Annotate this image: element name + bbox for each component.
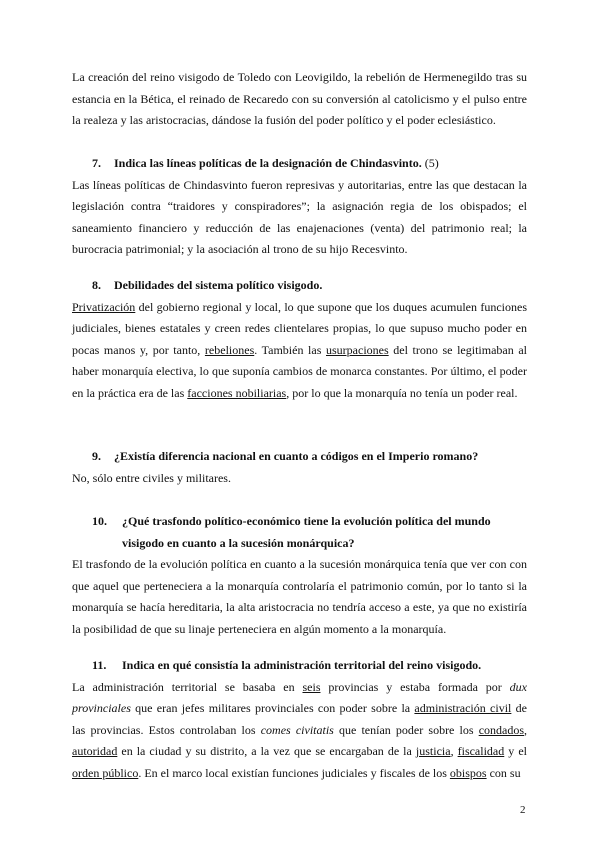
answer-text: , — [450, 744, 458, 758]
question-10-heading — [72, 511, 527, 554]
italic-term: comes civitatis — [260, 722, 334, 737]
underlined-term: usurpaciones — [326, 342, 389, 357]
answer-text: . En el marco local existían funciones judiciales y fiscales de los — [138, 765, 450, 780]
question-7-heading — [72, 153, 527, 175]
question-9-answer: No, sólo entre civiles y militares. — [72, 470, 231, 485]
intro-block — [72, 67, 527, 132]
question-7-points: (5) — [421, 156, 439, 170]
underlined-term: seis — [302, 679, 321, 694]
answer-text: que tenían poder sobre los — [333, 722, 479, 737]
question-8-heading — [72, 275, 527, 297]
underlined-term: fiscalidad — [457, 744, 505, 758]
answer-text: del trono se legitimaban al haber monarquía electiva, lo que suponía cambios de monarca constantes. Por último, el poder en la práctica era de las — [72, 342, 527, 400]
answer-text: . También las — [254, 342, 326, 357]
answer-text: que eran jefes militares provinciales con poder sobre la — [130, 701, 415, 715]
question-7-title: Indica las líneas políticas de la designación de Chindasvinto. — [114, 156, 422, 170]
answer-text: , por lo que la monarquía no tenía un poder real. — [286, 385, 518, 400]
question-7-number: 7. — [92, 156, 101, 170]
underlined-term: facciones nobiliarias — [187, 385, 287, 400]
question-9-number: 9. — [92, 449, 101, 463]
question-11-block — [72, 655, 527, 784]
question-11-heading — [72, 655, 527, 677]
underlined-term: rebeliones — [204, 342, 255, 357]
question-7-block — [72, 153, 527, 261]
question-8-number: 8. — [92, 278, 101, 292]
underlined-term: obispos — [449, 765, 487, 780]
answer-text: con su — [486, 765, 521, 780]
underlined-term: autoridad — [72, 744, 118, 758]
answer-text: provincias y estaba formada por — [320, 679, 510, 694]
question-11-answer — [72, 677, 527, 785]
underlined-term: condados — [478, 722, 525, 737]
question-10-answer: El trasfondo de la evolución política en cuanto a la sucesión monárquica tenía que ver con con que aquel que perteneciera a la monarquía controlaría el patrimonio común, por lo tanto si la monarquía se hacía hereditaria, la alta aristocracia no tendría acceso a este, ya que no existiría la posibilidad de que su linaje perteneciera en algún momento a la monarquía. — [72, 557, 527, 636]
answer-text: La administración territorial se basaba en — [72, 679, 303, 694]
question-10-block — [72, 511, 527, 640]
question-10-title: ¿Qué trasfondo político-económico tiene la evolución política del mundo visigodo en cuanto a la sucesión monárquica? — [122, 514, 491, 550]
question-8-answer — [72, 297, 527, 405]
question-7-answer: Las líneas políticas de Chindasvinto fueron represivas y autoritarias, entre las que destacan la legislación contra “traidores y conspiradores”; la asignación regia de los obispados; el saneamiento financiero y reducción de las enajenaciones (venta) del patrimonio real; la burocracia patrimonial; y la asociación al trono de su hijo Recesvinto. — [72, 177, 527, 256]
answer-text: y el — [504, 744, 527, 758]
underlined-term: Privatización — [72, 299, 136, 314]
question-8-title: Debilidades del sistema político visigodo. — [114, 278, 323, 292]
question-11-number: 11. — [92, 658, 107, 672]
question-11-title: Indica en qué consistía la administración territorial del reino visigodo. — [122, 658, 482, 672]
answer-text: del gobierno regional y local, lo que supone que los duques acumulen funciones judiciales, bienes estatales y creen redes clientelares propias, lo que supuso mucho poder en pocas manos y, por tanto, — [72, 299, 527, 357]
question-9-title: ¿Existía diferencia nacional en cuanto a códigos en el Imperio romano? — [114, 449, 479, 463]
underlined-term: administración civil — [414, 701, 512, 715]
question-9-heading — [72, 446, 527, 468]
question-8-block — [72, 275, 527, 404]
page-number: 2 — [520, 804, 526, 816]
underlined-term: justicia — [415, 744, 451, 758]
italic-term: dux provinciales — [72, 679, 527, 715]
question-9-block — [72, 446, 527, 489]
question-10-number: 10. — [92, 514, 107, 528]
answer-text: en la ciudad y su distrito, a la vez que se encargaban de la — [117, 744, 416, 758]
answer-text: de las provincias. Estos controlaban los — [72, 701, 527, 737]
answer-text: , — [524, 722, 528, 737]
underlined-term: orden público — [72, 765, 139, 780]
intro-paragraph: La creación del reino visigodo de Toledo con Leovigildo, la rebelión de Hermenegildo tras su estancia en la Bética, el reinado de Recaredo con su conversión al catolicismo y el pulso entre la realeza y las aristocracias, dándose la fusión del poder político y el poder eclesiástico. — [72, 70, 527, 127]
